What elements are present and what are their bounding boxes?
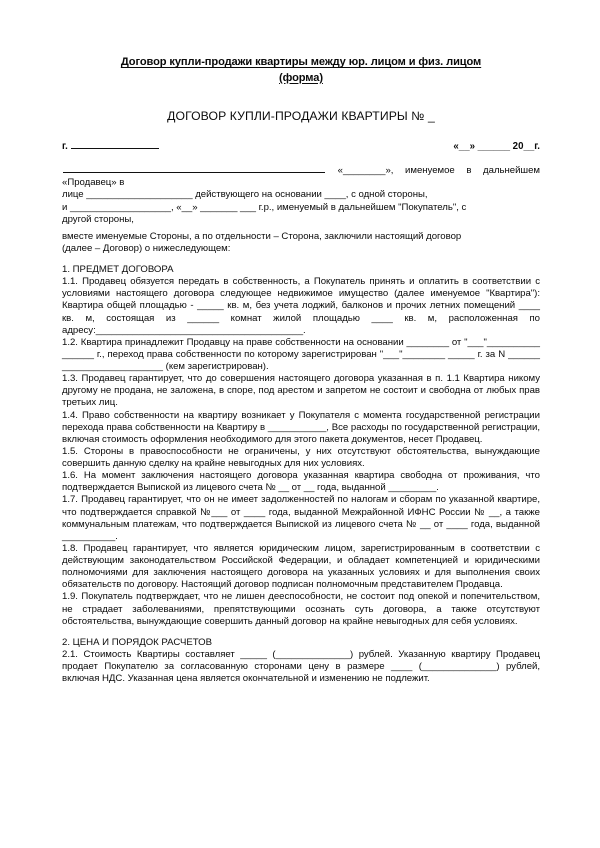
clause-1-4 (62, 410, 540, 446)
clause-1-3-number: 1.3. (62, 373, 78, 385)
city-label: г. (62, 141, 68, 153)
section-heading-1: 1. ПРЕДМЕТ ДОГОВОРА (62, 264, 174, 276)
clause-1-4-number: 1.4. (62, 409, 78, 421)
preamble-line-1 (62, 164, 540, 189)
city-blank (71, 140, 159, 149)
clause-1-8 (62, 543, 540, 592)
clause-2-1-number: 2.1. (62, 648, 78, 660)
preamble-line-3: и ___________________, «__» _______ ___ г.р., именуемый в дальнейшем "Покупатель", с (62, 201, 467, 213)
clause-1-3 (62, 373, 540, 409)
clause-1-9 (62, 591, 540, 627)
clause-1-3-text: Продавец гарантирует, что до совершения настоящего договора указанная в п. 1.1 Квартира никому другому не продана, не заложена, в споре, под арестом и запретом не состоит и свободна от любых прав третьих лиц. (62, 373, 540, 409)
preamble-line-1-text: «________», именуемое в дальнейшем «Продавец» в (62, 165, 540, 189)
clause-1-7-text: Продавец гарантирует, что он не имеет задолженностей по налогам и сборам по указанной квартире, что подтверждается справкой №___ от ____ года, выданной Межрайонной ИФНС России № __, а также коммунальным платежам, что подтверждается Выпиской из лицевого счета № __ от ____ года, выданной __________. (62, 494, 540, 542)
clause-1-7 (62, 494, 540, 543)
clause-2-1 (62, 649, 540, 685)
preamble-line-6: (далее – Договор) о нижеследующем: (62, 242, 231, 254)
preamble-line-5: вместе именуемые Стороны, а по отдельности – Сторона, заключили настоящий договор (62, 230, 462, 242)
clause-1-1 (62, 276, 540, 337)
page-title-line-2: (форма) (279, 71, 323, 84)
clause-1-7-number: 1.7. (62, 494, 78, 506)
clause-1-9-text: Покупатель подтверждает, что не лишен дееспособности, не состоит под опекой и попечительством, не страдает заболеваниями, препятствующими осознать суть договора, а также отсутствуют обстоятельства, вынуждающие совершить данный договор на крайне невыгодных для себя условиях. (62, 591, 540, 627)
clause-1-5-number: 1.5. (62, 445, 78, 457)
clause-2-1-text: Стоимость Квартиры составляет _____ (______________) рублей. Указанную квартиру Продавец продает Покупателю за согласованную сторонами цену в размере ____ (______________) рублей, включая НДС. Указанная цена является окончательной и изменению не подлежит. (62, 648, 540, 685)
clause-1-1-text: Продавец обязуется передать в собственность, а Покупатель принять и оплатить в соответствии с условиями настоящего договора следующее недвижимое имущество (далее именуемое "Квартира"): Квартира общей площадью - _____ кв. м, без учета лоджий, балконов и прочих летних помещений ____ кв. м, состоящая из ______ комнат жилой площадью ____ кв. м, расположенная по адресу:_______________________________________. (62, 276, 540, 336)
preamble-line-2: лице ____________________ действующего на основании ____, с одной стороны, (62, 189, 428, 201)
page-title (62, 55, 540, 87)
clause-1-4-text: Право собственности на квартиру возникает у Покупателя с момента государственной регистрации перехода права собственности на Квартиру в ___________, Все расходы по государственной регистрации, включая стоимость оформления необходимого для этого пакета документов, несет Продавец. (62, 409, 540, 445)
clause-1-2 (62, 337, 540, 373)
city-date-row (62, 140, 540, 152)
contract-heading: ДОГОВОР КУПЛИ-ПРОДАЖИ КВАРТИРЫ № _ (167, 108, 435, 123)
page-title-line-1: Договор купли-продажи квартиры между юр. лицом и физ. лицом (120, 56, 482, 68)
date-field: «__» ______ 20__г. (453, 141, 540, 153)
section-heading-2: 2. ЦЕНА И ПОРЯДОК РАСЧЕТОВ (62, 636, 213, 648)
preamble-line-4: другой стороны, (62, 213, 134, 225)
clause-1-9-number: 1.9. (62, 591, 78, 603)
clause-1-5-text: Стороны в правоспособности не ограничены, у них отсутствуют обстоятельства, вынуждающие совершить данную сделку на крайне невыгодных для них условиях. (62, 445, 540, 470)
clause-1-2-number: 1.2. (62, 336, 78, 348)
clause-1-6 (62, 470, 540, 494)
clause-1-8-number: 1.8. (62, 542, 78, 554)
clause-1-5 (62, 446, 540, 470)
clause-1-1-number: 1.1. (62, 276, 78, 288)
city-field (62, 140, 160, 152)
clause-1-8-text: Продавец гарантирует, что является юридическим лицом, зарегистрированным в соответствии с действующим законодательством Российской Федерации, и обладает компетенцией и юридическими полномочиями для заключения настоящего договора на указанных условиях и для выполнения своих обязательств по договору. Настоящий договор подписан полномочным представителем Продавца. (62, 542, 540, 591)
seller-name-blank (63, 164, 325, 173)
clause-1-2-text: Квартира принадлежит Продавцу на праве собственности на основании ________ от "___"__________ ______ г., переход права собственности по которому зарегистрирован "___"________ _____ г. за N ______ ___________________ (кем зарегистрирован). (62, 336, 540, 373)
clause-1-6-text: На момент заключения настоящего договора указанная квартира свободна от проживания, что подтверждается Выпиской из лицевого счета № __ от __ года, выданной _________. (62, 470, 540, 494)
clause-1-6-number: 1.6. (62, 470, 78, 482)
